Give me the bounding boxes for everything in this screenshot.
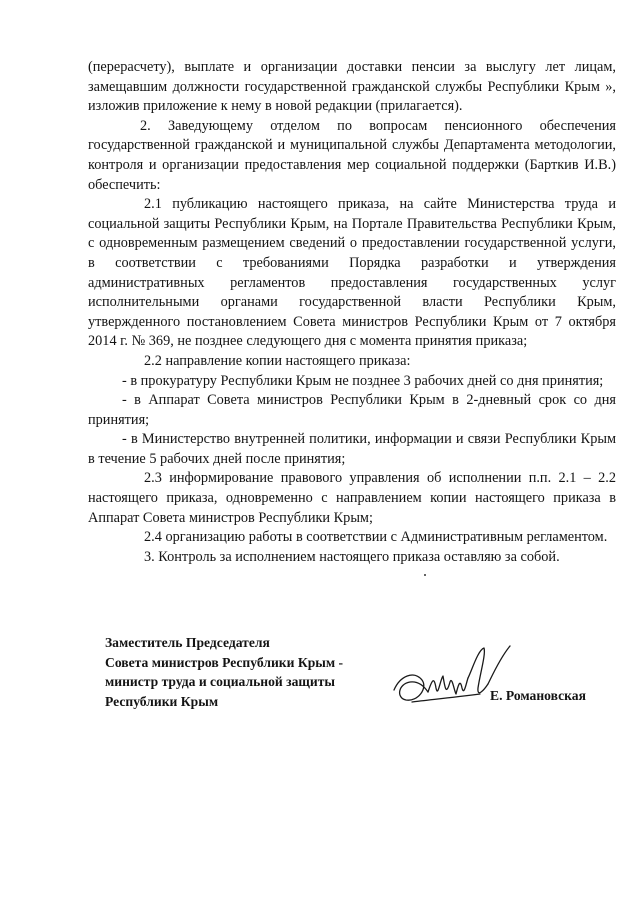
paragraph-3: 3. Контроль за исполнением настоящего приказа оставляю за собой. bbox=[144, 548, 560, 565]
paragraph-2-2-a: - в прокуратуру Республики Крым не позднее 3 рабочих дней со дня принятия; bbox=[122, 372, 604, 389]
stray-dot bbox=[424, 574, 426, 576]
paragraph-2-3: 2.3 информирование правового управления об исполнении п.п. 2.1 – 2.2 настоящего приказа, одновременно с направлением копии настоящего приказа в Аппарат Совета министров Республики Крым; bbox=[88, 470, 616, 526]
signer-name: Е. Романовская bbox=[490, 688, 586, 703]
paragraph-2-2: 2.2 направление копии настоящего приказа: bbox=[144, 352, 411, 369]
paragraph-continuation: (перерасчету), выплате и организации доставки пенсии за выслугу лет лицам, замещавшим должности государственной гражданской службы Республики Крым », изложив приложение к нему в новой редакции (прилагается). bbox=[88, 59, 616, 115]
paragraph-2-2-c: - в Министерство внутренней политики, информации и связи Республики Крым в течение 5 рабочих дней после принятия; bbox=[88, 431, 616, 467]
signatory-title-line-2: Совета министров Республики Крым - bbox=[105, 654, 344, 670]
paragraph-2-2-b: - в Аппарат Совета министров Республики Крым в 2-дневный срок со дня принятия; bbox=[88, 392, 616, 428]
signatory-title-line-4: Республики Крым bbox=[105, 693, 219, 709]
signatory-title-line-3: министр труда и социальной защиты bbox=[105, 674, 336, 690]
paragraph-2: 2. Заведующему отделом по вопросам пенсионного обеспечения государственной гражданской и муниципальной службы Департамента методологии, контроля и организации предоставления мер социальной поддержки (Барткив И.В.) обеспечить: bbox=[88, 117, 616, 193]
document-body bbox=[88, 58, 616, 567]
paragraph-2-1: 2.1 публикацию настоящего приказа, на сайте Министерства труда и социальной защиты Республики Крым, на Портале Правительства Республики Крым, с одновременным размещением сведений о предоставлении государственной услуги, в соответствии с требованиями Порядка разработки и утверждения административных регламентов предоставления государственных услуг исполнительными органами государственной власти Республики Крым, утвержденного постановлением Совета министров Республики Крым от 7 октября 2014 г. № 369, не позднее следующего дня с момента принятия приказа; bbox=[88, 196, 616, 350]
handwritten-signature bbox=[388, 640, 528, 720]
paragraph-2-4: 2.4 организацию работы в соответствии с Административным регламентом. bbox=[144, 529, 608, 546]
signatory-title-line-1: Заместитель Председателя bbox=[105, 635, 270, 650]
signatory-title-block bbox=[105, 633, 405, 711]
